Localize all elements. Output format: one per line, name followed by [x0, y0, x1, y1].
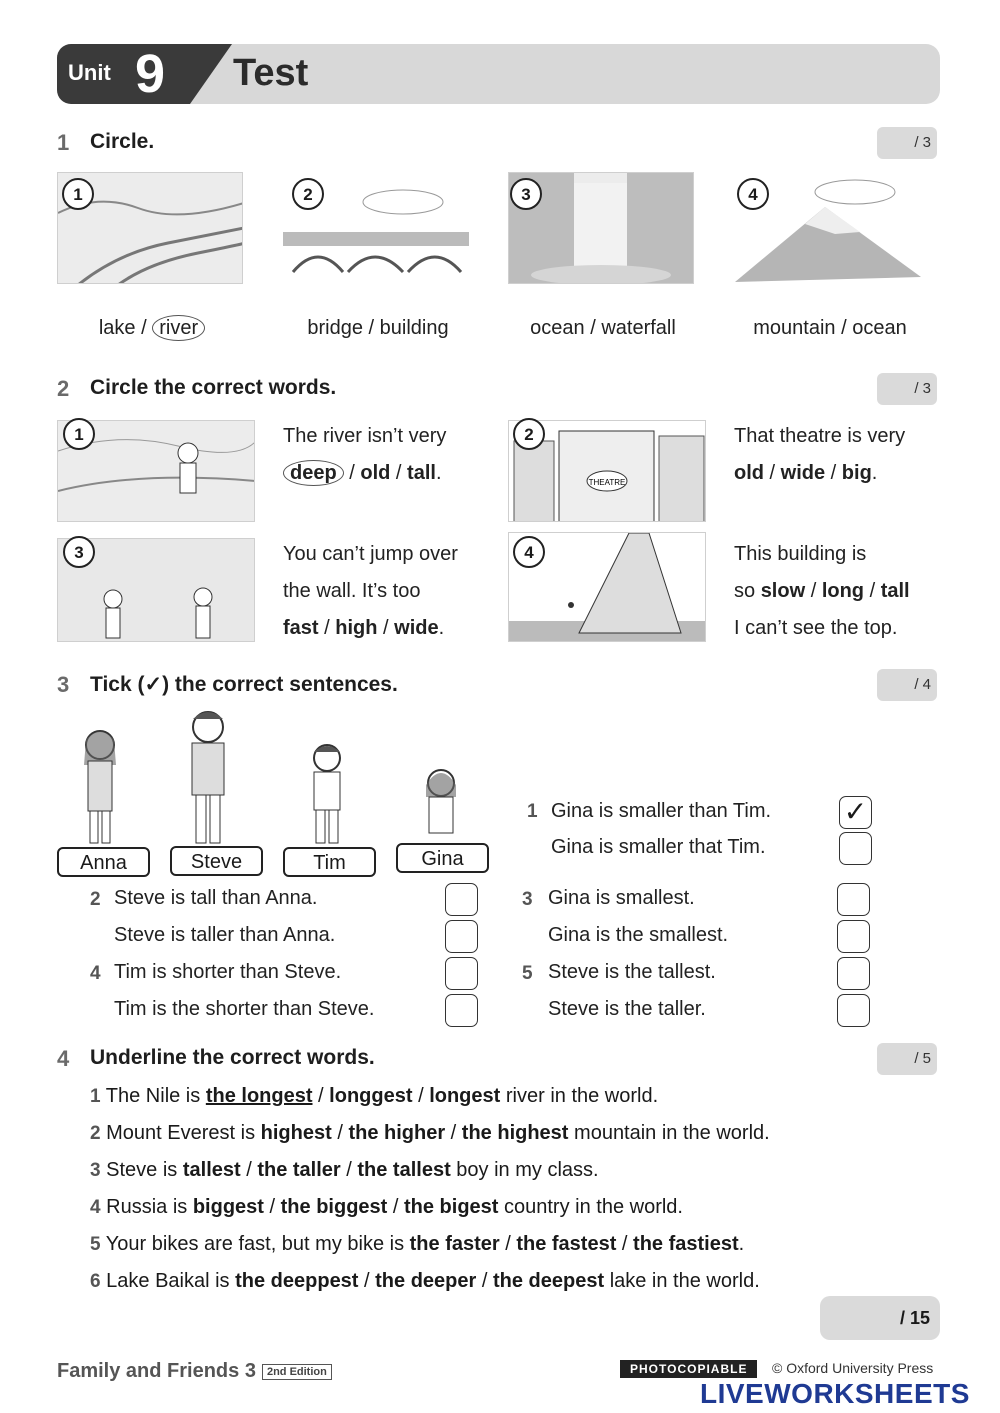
q1-checkbox-a[interactable]: ✓ — [839, 796, 872, 829]
option-biggest[interactable]: biggest — [192, 1196, 264, 1218]
option-slow[interactable]: slow — [760, 580, 806, 602]
section-2-number: 2 — [57, 376, 70, 401]
s2-item-3-text: You can’t jump over the wall. It’s too fast / high / wide. — [283, 543, 458, 639]
item-2-badge: 2 — [292, 178, 324, 210]
section-3-number: 3 — [57, 672, 70, 697]
item-1-options: lake / river — [57, 317, 247, 340]
option-the-deeper[interactable]: the deeper — [375, 1270, 477, 1292]
q2-number: 2 — [90, 889, 101, 910]
q2-sentence-a: Steve is tall than Anna. — [114, 887, 318, 909]
option-building[interactable]: building — [379, 317, 449, 339]
option-old[interactable]: old — [360, 462, 391, 484]
option-tall[interactable]: tall — [407, 462, 436, 484]
section-4-score: / 5 — [877, 1043, 937, 1075]
tim-figure — [302, 740, 352, 850]
liveworksheets-logo: LIVEWORKSHEETS — [700, 1378, 970, 1409]
s2-item-4-badge: 4 — [513, 536, 545, 568]
option-river[interactable]: river — [152, 315, 205, 341]
q3-number: 3 — [522, 889, 533, 910]
q5-sentence-b: Steve is the taller. — [548, 998, 706, 1020]
option-the-bigest[interactable]: the bigest — [403, 1196, 499, 1218]
q4-number: 4 — [90, 963, 101, 984]
s4-item-6: 6 Lake Baikal is the deeppest / the deeper / the deepest lake in the world. — [90, 1270, 760, 1292]
unit-number: 9 — [135, 44, 166, 104]
option-the-deeppest[interactable]: the deeppest — [235, 1270, 359, 1292]
option-long[interactable]: long — [821, 580, 865, 602]
q1-sentence-a: Gina is smaller than Tim. — [551, 800, 772, 822]
q4-checkbox-a[interactable] — [445, 957, 478, 990]
q5-checkbox-b[interactable] — [837, 994, 870, 1027]
gina-figure — [416, 765, 466, 850]
page-title: Test — [233, 52, 309, 94]
s2-item-2-badge: 2 — [513, 418, 545, 450]
section-1-score: / 3 — [877, 127, 937, 159]
q3-sentence-a: Gina is smallest. — [548, 887, 695, 909]
option-deep[interactable]: deep — [283, 460, 344, 486]
s2-item-2-text: That theatre is very old / wide / big. — [734, 425, 906, 484]
option-tall-2[interactable]: tall — [880, 580, 910, 602]
q1-checkbox-b[interactable] — [839, 832, 872, 865]
option-tallest[interactable]: tallest — [182, 1159, 241, 1181]
option-waterfall[interactable]: waterfall — [601, 317, 676, 339]
option-longgest[interactable]: longgest — [329, 1085, 413, 1107]
option-the-longest[interactable]: the longest — [205, 1085, 313, 1107]
theatre-sign: THEATRE — [588, 478, 626, 487]
name-steve: Steve — [170, 846, 263, 876]
anna-figure — [70, 725, 130, 850]
option-longest[interactable]: longest — [429, 1085, 501, 1107]
section-3-score: / 4 — [877, 669, 937, 701]
item-4-badge: 4 — [737, 178, 769, 210]
option-wide[interactable]: wide — [780, 462, 826, 484]
s2-item-1-text: The river isn’t very deep / old / tall. — [283, 425, 447, 484]
option-the-faster[interactable]: the faster — [409, 1233, 500, 1255]
q2-checkbox-a[interactable] — [445, 883, 478, 916]
q1-sentence-b: Gina is smaller that Tim. — [551, 836, 766, 858]
q4-sentence-b: Tim is the shorter than Steve. — [114, 998, 375, 1020]
unit-label: Unit — [68, 60, 111, 85]
item-2-options: bridge / building — [307, 317, 449, 339]
q2-sentence-b: Steve is taller than Anna. — [114, 924, 336, 946]
section-2-score: / 3 — [877, 373, 937, 405]
option-big[interactable]: big — [841, 462, 872, 484]
option-old-2[interactable]: old — [734, 462, 764, 484]
section-1-title: Circle. — [90, 130, 155, 153]
section-3-title: Tick (✓) the correct sentences. — [90, 673, 398, 696]
section-4-title: Underline the correct words. — [90, 1046, 375, 1069]
option-high[interactable]: high — [335, 617, 378, 639]
total-score: / 15 — [820, 1296, 940, 1340]
option-the-deepest[interactable]: the deepest — [492, 1270, 605, 1292]
option-lake[interactable]: lake — [98, 317, 136, 339]
option-the-fastest[interactable]: the fastest — [516, 1233, 617, 1255]
photocopiable-label: PHOTOCOPIABLE — [620, 1360, 757, 1378]
s4-item-1: 1 The Nile is the longest / longgest / longest river in the world. — [90, 1085, 659, 1107]
item-1-badge: 1 — [62, 178, 94, 210]
s4-item-4: 4 Russia is biggest / the biggest / the bigest country in the world. — [90, 1196, 683, 1218]
option-wide-2[interactable]: wide — [394, 617, 439, 639]
s2-item-1-badge: 1 — [63, 418, 95, 450]
section-4-number: 4 — [57, 1046, 70, 1071]
option-the-taller[interactable]: the taller — [257, 1159, 341, 1181]
q3-checkbox-b[interactable] — [837, 920, 870, 953]
option-ocean[interactable]: ocean — [530, 317, 585, 339]
option-the-biggest[interactable]: the biggest — [280, 1196, 388, 1218]
item-3-options: ocean / waterfall — [530, 317, 676, 339]
q3-checkbox-a[interactable] — [837, 883, 870, 916]
q3-sentence-b: Gina is the smallest. — [548, 924, 729, 946]
steve-figure — [178, 705, 238, 850]
q4-sentence-a: Tim is shorter than Steve. — [114, 961, 342, 983]
s4-item-5: 5 Your bikes are fast, but my bike is the faster / the fastest / the fastiest. — [90, 1233, 745, 1255]
option-highest[interactable]: highest — [260, 1122, 332, 1144]
item-3-badge: 3 — [510, 178, 542, 210]
s4-item-3: 3 Steve is tallest / the taller / the tallest boy in my class. — [90, 1159, 599, 1181]
s2-item-3-badge: 3 — [63, 536, 95, 568]
q5-checkbox-a[interactable] — [837, 957, 870, 990]
q2-checkbox-b[interactable] — [445, 920, 478, 953]
q1-number: 1 — [527, 801, 538, 822]
item-4-options: mountain / ocean — [753, 317, 907, 339]
s4-item-2: 2 Mount Everest is highest / the higher / the highest mountain in the world. — [90, 1122, 770, 1144]
name-gina: Gina — [396, 843, 489, 873]
section-2-title: Circle the correct words. — [90, 376, 337, 399]
option-the-higher[interactable]: the higher — [348, 1122, 446, 1144]
option-fast[interactable]: fast — [283, 617, 319, 639]
option-the-highest[interactable]: the highest — [461, 1122, 569, 1144]
q4-checkbox-b[interactable] — [445, 994, 478, 1027]
q5-number: 5 — [522, 963, 533, 984]
s2-item-4-text: This building is so slow / long / tall I can’t see the top. — [734, 543, 910, 639]
copyright: © Oxford University Press — [772, 1360, 934, 1376]
section-1-number: 1 — [57, 130, 70, 155]
option-mountain[interactable]: mountain — [753, 317, 836, 339]
option-bridge[interactable]: bridge — [307, 317, 363, 339]
name-anna: Anna — [57, 847, 150, 877]
option-the-tallest[interactable]: the tallest — [357, 1159, 451, 1181]
q5-sentence-a: Steve is the tallest. — [548, 961, 716, 983]
book-logo: Family and Friends 3 2nd Edition — [57, 1360, 332, 1383]
option-ocean-2[interactable]: ocean — [852, 317, 907, 339]
option-the-fastiest[interactable]: the fastiest — [633, 1233, 739, 1255]
edition-badge: 2nd Edition — [262, 1364, 332, 1380]
name-tim: Tim — [283, 847, 376, 877]
